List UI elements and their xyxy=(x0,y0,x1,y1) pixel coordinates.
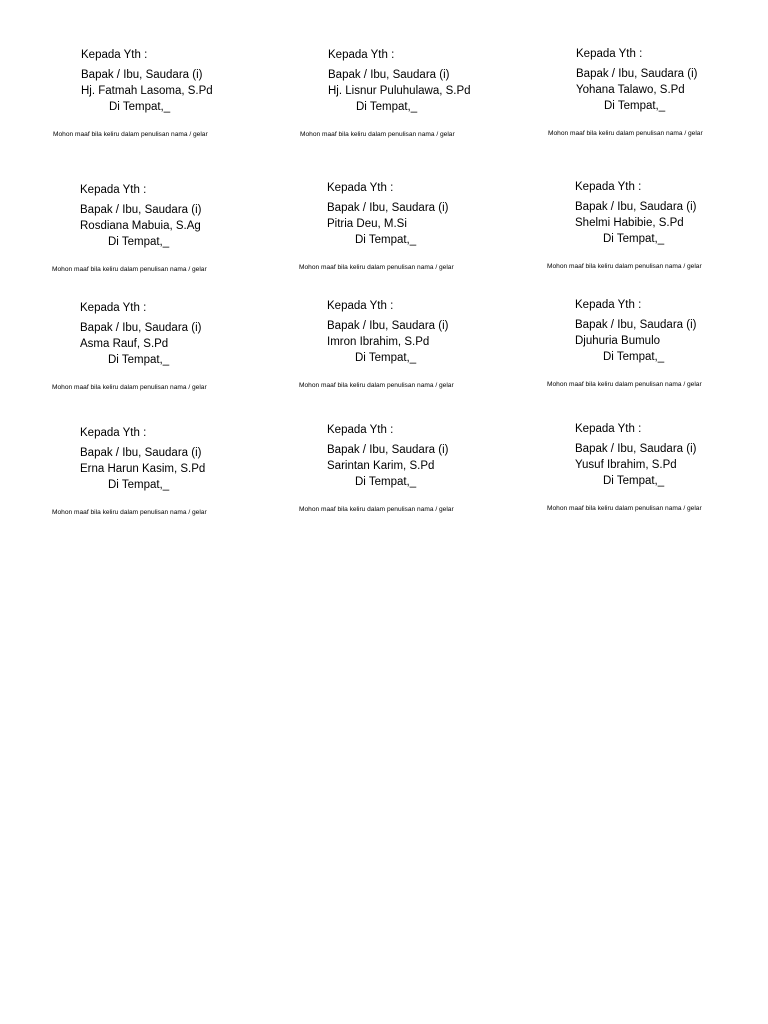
address-label xyxy=(52,301,320,411)
greeting: Kepada Yth : xyxy=(80,427,147,439)
apology-note: Mohon maaf bila keliru dalam penulisan nama / gelar xyxy=(52,266,207,273)
apology-note: Mohon maaf bila keliru dalam penulisan nama / gelar xyxy=(299,506,454,513)
apology-note: Mohon maaf bila keliru dalam penulisan nama / gelar xyxy=(299,264,454,271)
address-label xyxy=(299,423,567,533)
recipient-name: Hj. Lisnur Puluhulawa, S.Pd xyxy=(328,85,471,97)
address-label xyxy=(53,48,321,158)
greeting: Kepada Yth : xyxy=(81,49,148,61)
place: Di Tempat,_ xyxy=(603,475,665,487)
salutation: Bapak / Ibu, Saudara (i) xyxy=(81,69,203,81)
greeting: Kepada Yth : xyxy=(327,300,394,312)
recipient-name: Shelmi Habibie, S.Pd xyxy=(575,217,684,229)
place: Di Tempat,_ xyxy=(355,352,417,364)
address-label xyxy=(548,47,768,157)
recipient-name: Asma Rauf, S.Pd xyxy=(80,338,169,350)
recipient-name: Hj. Fatmah Lasoma, S.Pd xyxy=(81,85,213,97)
greeting: Kepada Yth : xyxy=(327,424,394,436)
apology-note: Mohon maaf bila keliru dalam penulisan nama / gelar xyxy=(52,509,207,516)
salutation: Bapak / Ibu, Saudara (i) xyxy=(80,322,202,334)
greeting: Kepada Yth : xyxy=(80,302,147,314)
recipient-name: Djuhuria Bumulo xyxy=(575,335,661,347)
recipient-name: Erna Harun Kasim, S.Pd xyxy=(80,463,206,475)
address-label xyxy=(547,298,768,408)
greeting: Kepada Yth : xyxy=(575,299,642,311)
recipient-name: Imron Ibrahim, S.Pd xyxy=(327,336,430,348)
address-label xyxy=(299,299,567,409)
address-label xyxy=(547,180,768,290)
place: Di Tempat,_ xyxy=(603,233,665,245)
place: Di Tempat,_ xyxy=(109,101,171,113)
place: Di Tempat,_ xyxy=(356,101,418,113)
place: Di Tempat,_ xyxy=(355,476,417,488)
recipient-name: Yusuf Ibrahim, S.Pd xyxy=(575,459,677,471)
apology-note: Mohon maaf bila keliru dalam penulisan nama / gelar xyxy=(300,131,455,138)
apology-note: Mohon maaf bila keliru dalam penulisan nama / gelar xyxy=(548,130,703,137)
place: Di Tempat,_ xyxy=(108,354,170,366)
greeting: Kepada Yth : xyxy=(80,184,147,196)
address-label xyxy=(52,426,320,536)
address-label xyxy=(299,181,567,291)
salutation: Bapak / Ibu, Saudara (i) xyxy=(575,443,697,455)
address-label xyxy=(52,183,320,293)
place: Di Tempat,_ xyxy=(604,100,666,112)
salutation: Bapak / Ibu, Saudara (i) xyxy=(80,204,202,216)
greeting: Kepada Yth : xyxy=(575,423,642,435)
apology-note: Mohon maaf bila keliru dalam penulisan nama / gelar xyxy=(299,382,454,389)
greeting: Kepada Yth : xyxy=(327,182,394,194)
place: Di Tempat,_ xyxy=(108,479,170,491)
salutation: Bapak / Ibu, Saudara (i) xyxy=(328,69,450,81)
apology-note: Mohon maaf bila keliru dalam penulisan nama / gelar xyxy=(547,263,702,270)
salutation: Bapak / Ibu, Saudara (i) xyxy=(327,202,449,214)
recipient-name: Yohana Talawo, S.Pd xyxy=(576,84,685,96)
salutation: Bapak / Ibu, Saudara (i) xyxy=(575,319,697,331)
apology-note: Mohon maaf bila keliru dalam penulisan nama / gelar xyxy=(547,381,702,388)
greeting: Kepada Yth : xyxy=(328,49,395,61)
apology-note: Mohon maaf bila keliru dalam penulisan nama / gelar xyxy=(53,131,208,138)
recipient-name: Sarintan Karim, S.Pd xyxy=(327,460,435,472)
recipient-name: Pitria Deu, M.Si xyxy=(327,218,407,230)
greeting: Kepada Yth : xyxy=(576,48,643,60)
salutation: Bapak / Ibu, Saudara (i) xyxy=(575,201,697,213)
salutation: Bapak / Ibu, Saudara (i) xyxy=(327,444,449,456)
place: Di Tempat,_ xyxy=(603,351,665,363)
place: Di Tempat,_ xyxy=(108,236,170,248)
address-label xyxy=(300,48,568,158)
apology-note: Mohon maaf bila keliru dalam penulisan nama / gelar xyxy=(547,505,702,512)
apology-note: Mohon maaf bila keliru dalam penulisan nama / gelar xyxy=(52,384,207,391)
address-label xyxy=(547,422,768,532)
salutation: Bapak / Ibu, Saudara (i) xyxy=(327,320,449,332)
place: Di Tempat,_ xyxy=(355,234,417,246)
greeting: Kepada Yth : xyxy=(575,181,642,193)
salutation: Bapak / Ibu, Saudara (i) xyxy=(80,447,202,459)
salutation: Bapak / Ibu, Saudara (i) xyxy=(576,68,698,80)
recipient-name: Rosdiana Mabuia, S.Ag xyxy=(80,220,201,232)
